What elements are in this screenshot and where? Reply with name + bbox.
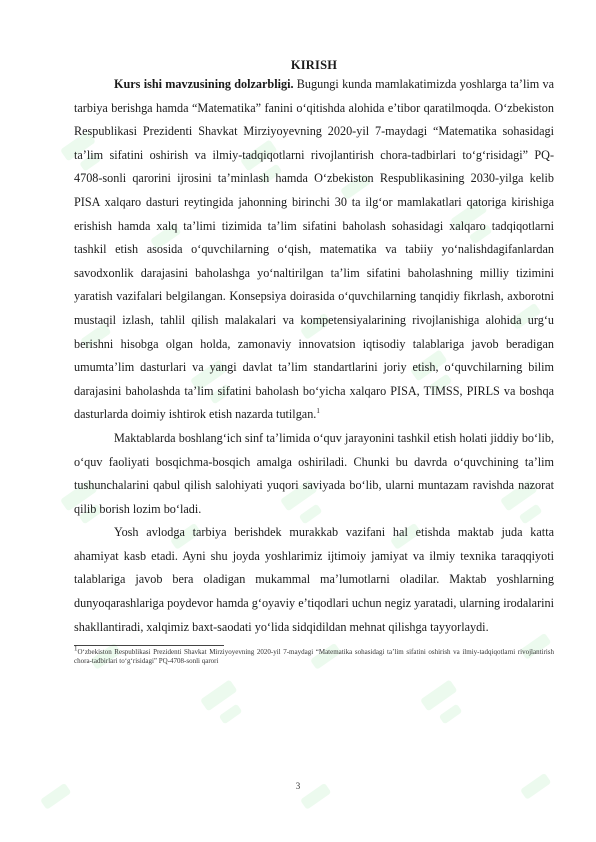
- paragraph-text: Maktablarda boshlang‘ich sinf ta’limida o‘quv jarayonini tashkil etish holati jiddiy bo‘lib, o‘quv faoliyati bosqichma-bosqich amalga oshiriladi. Chunki bu davrda o‘quvchining ta’lim tushunchalarini qabul qilish salohiyati yuqori saviyada bo‘lib, ularni muntazam ravishda nazorat qilib borish lozim bo‘ladi.: [74, 430, 554, 516]
- footnote-separator: [74, 645, 224, 646]
- page-number: 3: [295, 781, 301, 791]
- document-body: [74, 58, 554, 666]
- footnote: [74, 644, 554, 666]
- footnote-mark: 1: [74, 644, 78, 653]
- paragraph-text: Bugungi kunda mamlakatimizda yoshlarga ta’lim va tarbiya berishga hamda “Matematika” fanini o‘qitishda alohida e’tibor qaratilmoqda. O‘zbekiston Respublikasi Prezidenti Shavkat Mirziyoyevning 2020-yil 7-maydagi “Matematika sohasidagi ta’lim sifatini oshirish va ilmiy-tadqiqotlarni rivojlantirish chora-tadbirlari to‘g‘risidagi” PQ-4708-sonli qarorini ijrosini ta’minlash hamda O‘zbekiston Respublikasining 2030-yilga kelib PISA xalqaro dasturi reytingida jahonning birinchi 30 ta ilg‘or mamlakatlari qatoriga kirishiga erishish hamda xalq ta’limi tizimida ta’lim sifatini baholash sohasidagi xalqaro tadqiqotlarni tashkil etish asosida o‘quvchilarning o‘qish, matematika va tabiiy yo‘nalishdagifanlardan savodxonlik darajasini baholashga yo‘naltirilgan ta’lim sifatini baholashning milliy tizimini yaratish vazifalari belgilangan. Konsepsiya doirasida o‘quvchilarning tanqidiy fikrlash, axborotni mustaqil izlash, tahlil qilish malakalari va kompetensiyalarining rivojlanishiga alohida urg‘u berishni hisobga olgan holda, zamonaviy innovatsion iqtisodiy talablariga javob beradigan umumta’lim dasturlari va yangi davlat ta’lim standartlarini joriy etish, o‘quvchilarning bilim darajasini baholashda ta’lim sifatini baholash bo‘yicha xalqaro PISA, TIMSS, PIRLS va boshqa dasturlarda doimiy ishtirok etish nazarda tutilgan.: [74, 77, 554, 422]
- paragraph-runin-heading: Kurs ishi mavzusining dolzarbligi.: [114, 77, 294, 91]
- paragraph-text: Yosh avlodga tarbiya berishdek murakkab vazifani hal etishda maktab juda katta ahamiyat kasb etadi. Ayni shu joyda yoshlarimiz ijtimoiy jamiyat va ilmiy texnika taraqqiyoti talablariga javob bera oladigan mukammal ma’lumotlarni oladilar. Maktab yoshlarning dunyoqarashlariga poydevor hamda g‘oyaviy e’tiqodlari uchun negiz yaratadi, ularning irodalarini shakllantiradi, xalqimiz baxt-saodati yo‘lida sidqidildan mehnat qilishga tayyorlaydi.: [74, 525, 554, 634]
- footnote-text: O‘zbekiston Respublikasi Prezidenti Shavkat Mirziyoyevning 2020-yil 7-maydagi “Matematika sohasidagi ta’lim sifatini oshirish va ilmiy-tadqiqotlarni rivojlantirish chora-tadbirlari to‘g‘risidagi” PQ-4708-sonli qarori: [74, 648, 554, 666]
- section-title: KIRISH: [290, 58, 338, 72]
- paragraph-primary-education: [74, 427, 554, 521]
- paragraph-relevance: [74, 73, 554, 427]
- paragraph-school-role: [74, 521, 554, 639]
- footnote-reference[interactable]: 1: [316, 407, 320, 416]
